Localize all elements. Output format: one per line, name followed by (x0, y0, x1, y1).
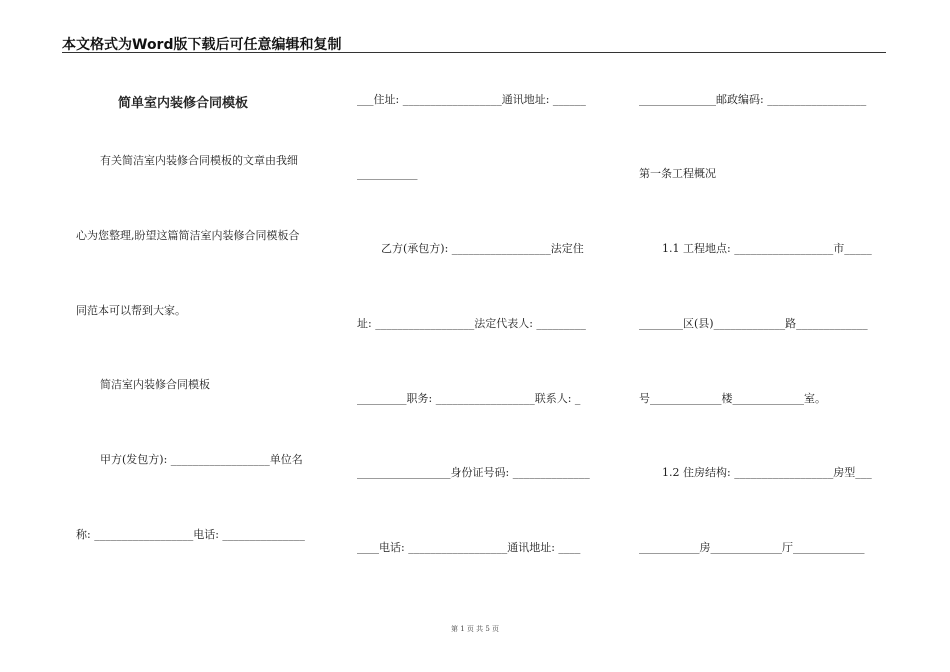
col3-line-4: ________区(县)_____________路_____________ (639, 317, 868, 330)
col1-line-3: 同范本可以帮到大家。 (76, 304, 186, 317)
col2-line-6: _________________身份证号码: ______________ (357, 466, 590, 479)
col3-line-5: 号_____________楼_____________室。 (639, 392, 826, 405)
col1-line-1: 有关简洁室内装修合同模板的文章由我细 (100, 154, 298, 167)
col3-line-6: 1.2 住房结构: __________________房型___ (662, 466, 872, 479)
col3-line-2: 第一条工程概况 (639, 167, 716, 180)
col3-line-3: 1.1 工程地点: __________________市_____ (662, 242, 872, 255)
col2-line-2: ___________ (357, 167, 418, 180)
header-title: 本文格式为Word版下载后可任意编辑和复制 (62, 37, 342, 53)
col1-line-6: 称: __________________电话: _______________ (76, 528, 305, 541)
col3-line-7: ___________房_____________厅_____________ (639, 541, 865, 554)
col2-line-7: ____电话: __________________通讯地址: ____ (357, 541, 581, 554)
col2-line-4: 址: __________________法定代表人: _________ (357, 317, 586, 330)
col2-line-1: ___住址: __________________通讯地址: ______ (357, 93, 586, 106)
col1-line-4: 简洁室内装修合同模板 (100, 378, 210, 391)
page-number: 第 1 页 共 5 页 (450, 625, 500, 633)
document-header (62, 34, 886, 53)
col1-line-5: 甲方(发包方): __________________单位名 (100, 453, 303, 466)
document-title: 简单室内装修合同模板 (118, 96, 249, 111)
col2-line-5: _________职务: __________________联系人: _ (357, 392, 581, 405)
col2-line-3: 乙方(承包方): __________________法定住 (381, 242, 584, 255)
col1-line-2: 心为您整理,盼望这篇简洁室内装修合同模板合 (76, 229, 300, 242)
col3-line-1: ______________邮政编码: __________________ (639, 93, 867, 106)
